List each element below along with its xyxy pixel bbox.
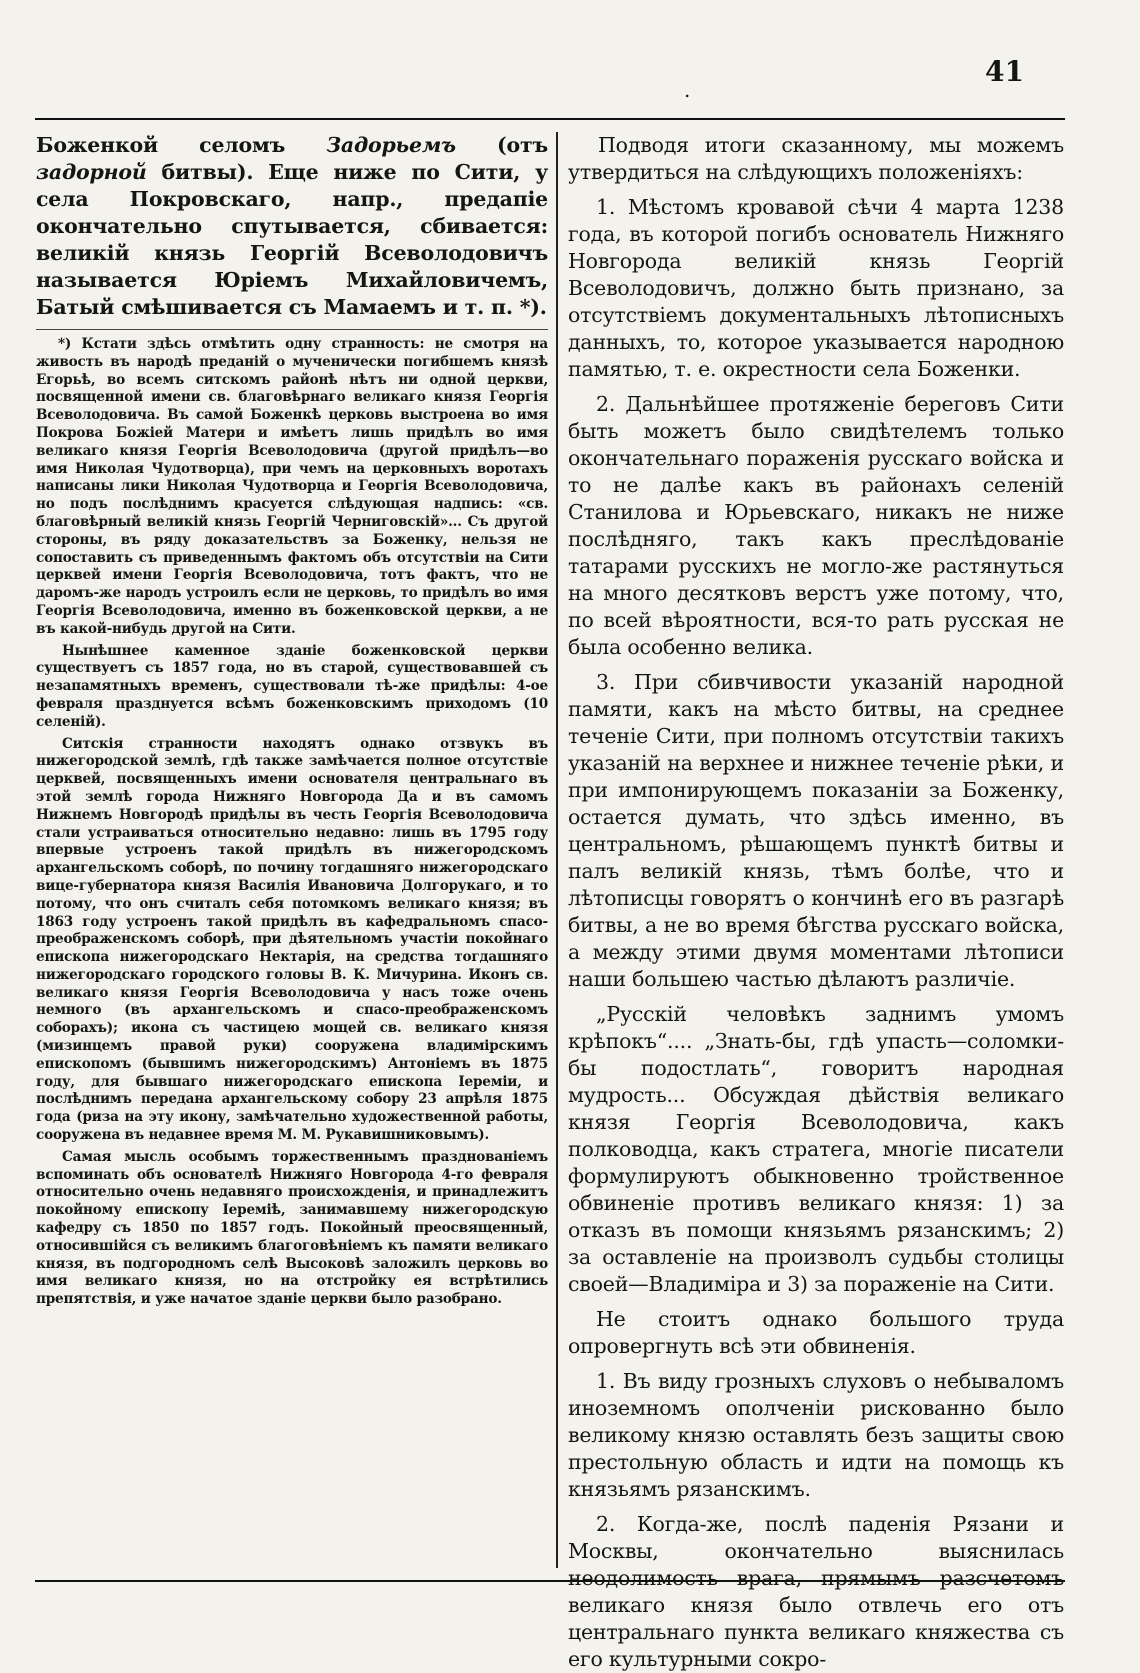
page-dot: . — [684, 78, 691, 102]
right-column — [568, 132, 1064, 1671]
page-number: 41 — [985, 55, 1024, 88]
body-paragraph: Не стоитъ однако большого труда опровергнуть всѣ эти обвиненія. — [568, 1307, 1064, 1358]
footnote-paragraph: Ситскія странности находятъ однако отзвукъ въ нижегородской землѣ, гдѣ также замѣчается полное отсутствіе церквей, посвященныхъ имени основателя центральнаго въ этой землѣ города Нижняго Новгорода Да и въ самомъ Нижнемъ Новгородѣ придѣлы въ честь Георгія Всеволодовича стали устраиваться относительно недавно: лишь въ 1795 году впервые устроенъ такой придѣлъ въ нижегородскомъ архангельскомъ соборѣ, по почину тогдашняго нижегородскаго вице-губернатора князя Василія Ивановича Долгорукаго, и то потому, что онъ считалъ себя потомкомъ великаго князя; въ 1863 году устроенъ такой придѣлъ въ кафедральномъ спасо-преображенскомъ соборѣ, при дѣятельномъ участіи покойнаго епископа нижегородскаго Нектарія, на средства тогдашняго нижегородскаго городского головы В. К. Мичурина. Иконъ св. великаго князя Георгія Всеволодовича у насъ тоже очень немного (въ архангельскомъ и спасо-преображенскомъ соборахъ); икона съ частицею мощей св. великаго князя (мизинцемъ правой руки) сооружена владимірскимъ епископомъ (бывшимъ нижегородскимъ) Антоніемъ въ 1875 году, для бывшаго нижегородскаго епископа Іереміи, и послѣднимъ передана архангельскому собору 23 апрѣля 1875 года (риза на эту икону, замѣчательно художественной работы, сооружена въ недавнее время М. М. Рукавишниковымъ). — [36, 735, 548, 1144]
emphasis-zadorye: Задорьемъ — [326, 133, 456, 157]
body-paragraph: „Русскій человѣкъ заднимъ умомъ крѣпокъ“.... „Знать-бы, гдѣ упасть—соломки-бы подостлать“, говоритъ народная мудрость... Обсуждая дѣйствія великаго князя Георгія Всеволодовича, какъ полководца, какъ стратега, многіе писатели формулируютъ обыкновенно тройственное обвиненіе противъ великаго князя: 1) за отказъ въ помощи князьямъ рязанскимъ; 2) за оставленіе на произволъ судьбы столицы своей—Владиміра и 3) за пораженіе на Сити. — [568, 1002, 1064, 1296]
left-main-text: Боженкой селомъ Задорьемъ (отъ задорной битвы). Еще ниже по Сити, у села Покровскаго, напр., предапіе окончательно спутывается, сбивается: великій князь Георгій Всеволодовичъ называется Юріемъ Михайловичемъ, Батый смѣшивается съ Мамаемъ и т. п. *). — [36, 133, 548, 319]
footnote-paragraph: Нынѣшнее каменное зданіе боженковской церкви существуетъ съ 1857 года, но въ старой, существовавшей съ незапамятныхъ временъ, существовали тѣ-же придѣлы: 4-ое февраля празднуется всѣмъ боженковскимъ приходомъ (10 селеній). — [36, 642, 548, 730]
emphasis-zadornoy: задорной — [36, 160, 147, 184]
body-paragraph: 3. При сбивчивости указаній народной памяти, какъ на мѣсто битвы, на среднее теченіе Сити, при полномъ отсутствіи такихъ указаній на верхнее и нижнее теченіе рѣки, и при импонирующемъ показаніи за Боженку, остается думать, что здѣсь именно, въ центральномъ, рѣшающемъ пунктѣ битвы и палъ великій князь, тѣмъ болѣе, что и лѣтописцы говорятъ о кончинѣ его въ разгарѣ битвы, а не во время бѣгства русскаго войска, а между этими двумя моментами лѣтописи наши большею частью дѣлаютъ различіе. — [568, 670, 1064, 991]
body-paragraph: 1. Въ виду грозныхъ слуховъ о небываломъ иноземномъ ополченіи рискованно было великому князю оставлять безъ защиты свою престольную область и идти на помощь къ князьямъ рязанскимъ. — [568, 1369, 1064, 1501]
body-paragraph: 2. Дальнѣйшее протяженіе береговъ Сити быть можетъ было свидѣтелемъ только окончательнаго пораженія русскаго войска и то не далѣе какъ въ районахъ селеній Станилова и Юрьевскаго, никакъ не ниже послѣдняго, такъ какъ преслѣдованіе татарами русскихъ не могло-же растянуться на много десятковъ верстъ уже потому, что, по всей вѣроятности, вся-то рать русская не была особенно велика. — [568, 392, 1064, 659]
footnote-divider — [36, 329, 548, 330]
footnote-paragraph: Самая мысль особымъ торжественнымъ празднованіемъ вспоминать объ основателѣ Нижняго Новгорода 4-го февраля относительно очень недавняго происхожденія, и принадлежитъ покойному епископу Іереміѣ, занимавшему нижегородскую кафедру съ 1850 по 1857 годъ. Покойный преосвященный, относившійся съ великимъ благоговѣніемъ къ памяти великаго князя, въ подгородномъ селѣ Высоковѣ заложилъ церковь во имя великаго князя, но на отстройку ея встрѣтились препятствія, и уже начатое зданіе церкви было разобрано. — [36, 1148, 548, 1308]
body-paragraph: 1. Мѣстомъ кровавой сѣчи 4 марта 1238 года, въ которой погибъ основатель Нижняго Новгорода великій князь Георгій Всеволодовичъ, должно быть признано, за отсутствіемъ документальныхъ лѣтописныхъ данныхъ, то, которое указывается народною памятью, т. е. окрестности села Боженки. — [568, 195, 1064, 381]
body-paragraph: Подводя итоги сказанному, мы можемъ утвердиться на слѣдующихъ положеніяхъ: — [568, 133, 1064, 184]
body-paragraph: 2. Когда-же, послѣ паденія Рязани и Москвы, окончательно выяснилась неодолимость врага, прямымъ разсчетомъ великаго князя было отвлечь его отъ центральнаго пункта великаго княжества съ его культурными сокро- — [568, 1512, 1064, 1671]
left-column — [36, 132, 558, 1568]
footnote-paragraph: *) Кстати здѣсь отмѣтить одну странность: не смотря на живость въ народѣ преданій о мученически погибшемъ князѣ Егорьѣ, во всемъ ситскомъ районѣ нѣтъ ни одной церкви, посвященной имени св. благовѣрнаго великаго князя Георгія Всеволодовича. Въ самой Боженкѣ церковь выстроена во имя Покрова Божіей Матери и имѣетъ лишь придѣлъ во имя великаго князя Георгія Всеволодовича (другой придѣлъ—во имя Николая Чудотворца), при чемъ на церковныхъ воротахъ написаны лики Николая Чудотворца и Георгія Всеволодовича, но подъ послѣднимъ красуется слѣдующая надпись: «св. благовѣрный великій князь Георгій Черниговскій»... Съ другой стороны, въ ряду доказательствъ за Боженку, нельзя не сопоставить съ приведеннымъ фактомъ объ отсутствіи на Сити церквей имени Георгія Всеволодовича, тотъ фактъ, что не даромъ-же народъ устроилъ если не церковь, то придѣлъ во имя Георгія Всеволодовича, именно въ боженковской церкви, а не въ какой-нибудь другой на Сити. — [36, 336, 548, 637]
